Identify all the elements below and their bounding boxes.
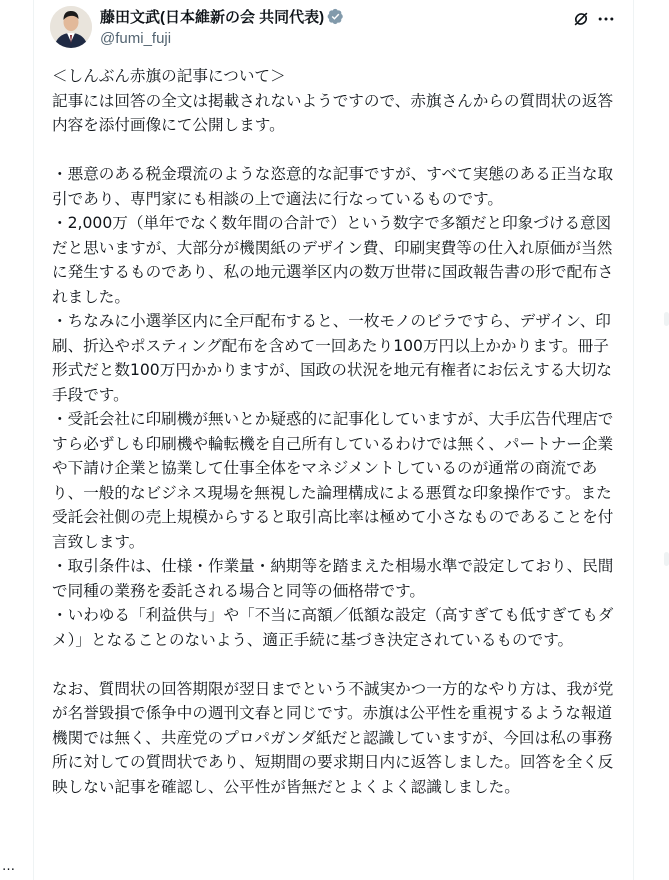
post-body [52, 64, 618, 799]
more-horizontal-icon[interactable] [596, 9, 616, 29]
rail-marker [664, 312, 669, 326]
post-intro: ＜しんぶん赤旗の記事について＞ 記事には回答の全文は掲載されないようですので、赤旗さんからの質問状の返答内容を添付画像にて公開します。 [52, 67, 614, 134]
author-name-row [100, 8, 344, 28]
side-ellipsis: … [2, 859, 14, 874]
grok-icon[interactable] [571, 9, 591, 29]
author-handle[interactable]: @fumi_fuji [100, 30, 172, 47]
right-scroll-rail [660, 0, 669, 880]
paragraph-spacer [52, 652, 618, 677]
post-bullet-list: ・悪意のある税金環流のような恣意的な記事ですが、すべて実態のある正当な取引であり、専門家にも相談の上で適法に行なっているものです。 ・2,000万（単年でなく数年間の合計で）という数字で多額だと印象づける意図だと思いますが、大部分が機関紙のデザイン費、印刷実費等の仕入れ原価が当然に発生するものであり、私の地元選挙区内の数万世帯に国政報告書の形で配布されました。 ・ちなみに小選挙区内に全戸配布すると、一枚モノのビラですら、デザイン、印刷、折込やポスティング配布を含めて一回あたり100万円以上かかります。冊子形式だと数100万円かかりますが、国政の状況を地元有権者にお伝えする大切な手段です。 ・受託会社に印刷機が無いとか疑惑的に記事化していますが、大手広告代理店ですら必ずしも印刷機や輪転機を自己所有しているわけでは無く、パートナー企業や下請け企業と協業して仕事全体をマネジメントしているのが通常の商流であり、一般的なビジネス現場を無視した論理構成による悪質な印象操作です。また受託会社側の売上規模からすると取引高比率は極めて小さなものであることを付言致します。 ・取引条件は、仕様・作業量・納期等を踏まえた相場水準で設定しており、民間で同種の業務を委託される場合と同等の価格帯です。 ・いわゆる「利益供与」や「不当に高額／低額な設定（高すぎても低すぎてもダメ）」となることのないよう、適正手続に基づき決定されているものです。 [52, 165, 614, 649]
paragraph-spacer [52, 138, 618, 163]
post-closing: なお、質問状の回答期限が翌日までという不誠実かつ一方的なやり方は、我が党が名誉毀損で係争中の週刊文春と同じです。赤旗は公平性を重視するような報道機関では無く、共産党のプロパガンダ紙だと認識していますが、今回は私の事務所に対しての質問状であり、短期間の要求期日内に返答しました。回答を全く反映しない記事を確認し、公平性が皆無だとよくよく認識しました。 [52, 679, 614, 796]
verified-badge-icon [327, 8, 344, 25]
author-display-name[interactable]: 藤田文武(日本維新の会 共同代表) [100, 9, 325, 26]
rail-marker [664, 552, 669, 566]
post-card [33, 0, 634, 880]
avatar[interactable] [50, 6, 92, 48]
